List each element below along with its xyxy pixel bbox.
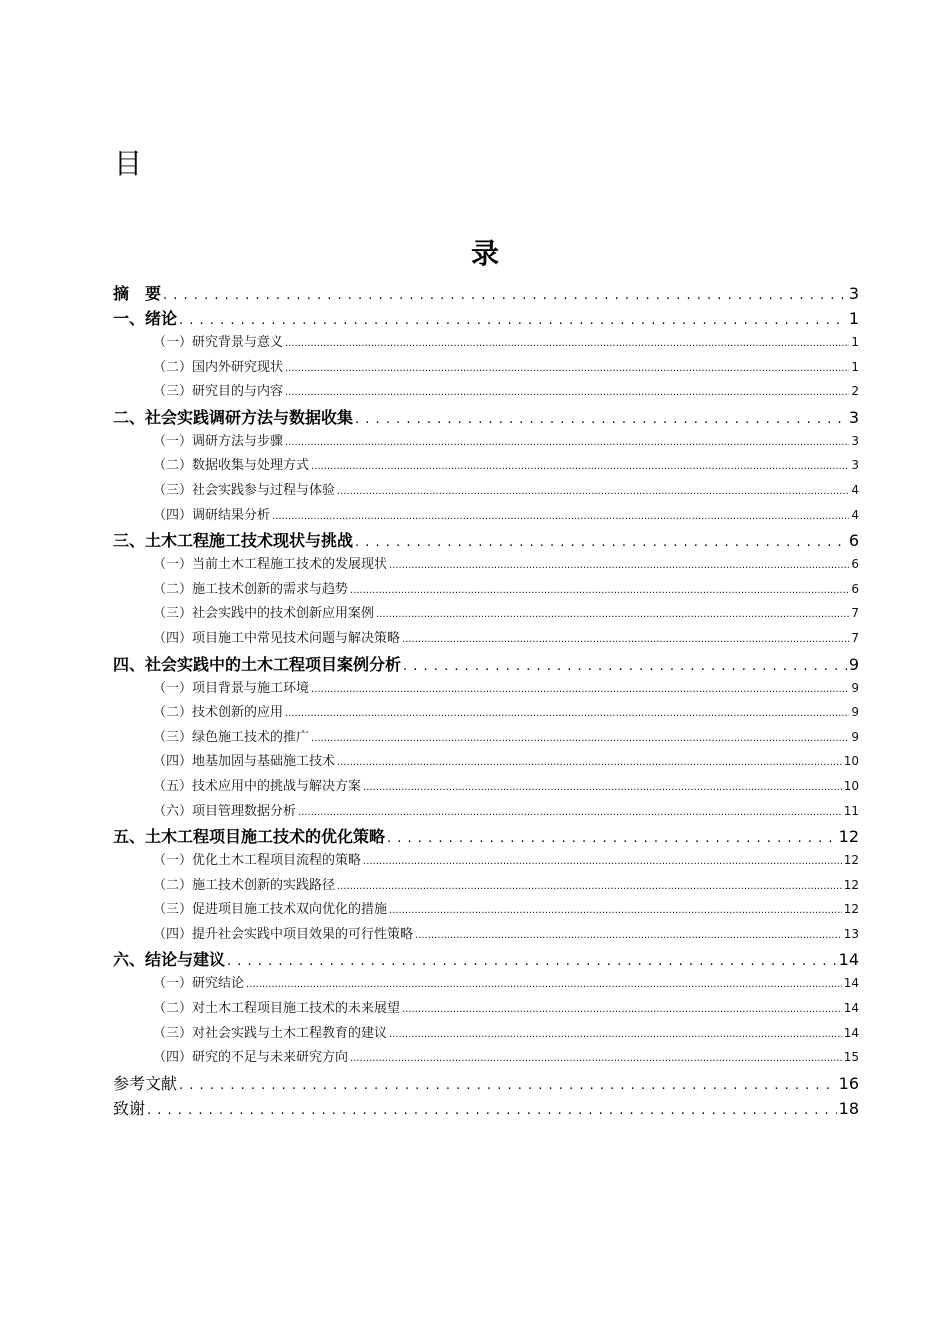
toc-section-entry[interactable] (113, 1046, 859, 1071)
toc-section-entry[interactable] (113, 898, 859, 923)
toc-section-entry[interactable] (113, 504, 859, 529)
toc-entry-label: （一）优化土木工程项目流程的策略 (153, 853, 362, 869)
toc-chapter-entry[interactable] (113, 1071, 859, 1096)
toc-section-entry[interactable] (113, 553, 859, 578)
toc-dot-leader (350, 582, 849, 597)
toc-section-entry[interactable] (113, 701, 859, 726)
toc-page-number: 3 (848, 284, 859, 303)
toc-section-entry[interactable] (113, 331, 859, 356)
toc-dot-leader (355, 408, 847, 427)
toc-page-number: 7 (851, 630, 859, 645)
toc-page-number: 14 (838, 950, 859, 970)
toc-dot-leader (387, 827, 837, 846)
toc-entry-label: （一）研究结论 (153, 976, 245, 992)
toc-entry-label: （二）数据收集与处理方式 (153, 458, 310, 474)
toc-dot-leader (337, 754, 842, 769)
toc-page-number: 13 (843, 926, 859, 941)
toc-heading-char-2: 录 (470, 237, 499, 270)
toc-page-number: 11 (843, 803, 859, 818)
toc-section-entry[interactable] (113, 479, 859, 504)
toc-dot-leader (298, 804, 842, 819)
toc-chapter-entry[interactable] (113, 652, 859, 677)
toc-dot-leader (389, 557, 849, 572)
toc-entry-label: 摘 要 (113, 284, 162, 303)
toc-section-entry[interactable] (113, 726, 859, 751)
toc-dot-leader (311, 458, 849, 473)
toc-entry-label: 五、土木工程项目施工技术的优化策略 (113, 827, 386, 847)
toc-dot-leader (415, 927, 842, 942)
toc-entry-label: （一）项目背景与施工环境 (153, 680, 310, 696)
toc-dot-leader (179, 309, 847, 328)
toc-section-entry[interactable] (113, 454, 859, 479)
toc-page-number: 14 (843, 976, 859, 991)
toc-entry-label: （四）提升社会实践中项目效果的可行性策略 (153, 926, 414, 942)
toc-page-number: 9 (851, 705, 859, 720)
toc-section-entry[interactable] (113, 1022, 859, 1047)
toc-section-entry[interactable] (113, 627, 859, 652)
toc-dot-leader (311, 681, 849, 696)
toc-entry-label: （二）施工技术创新的实践路径 (153, 877, 336, 893)
toc-page-number: 9 (848, 654, 859, 674)
toc-dot-leader (163, 284, 847, 303)
toc-page-number: 4 (851, 482, 859, 497)
toc-entry-label: （二）技术创新的应用 (153, 705, 284, 721)
toc-dot-leader (246, 976, 842, 991)
toc-entry-label: （三）促进项目施工技术双向优化的措施 (153, 902, 388, 918)
toc-section-entry[interactable] (113, 775, 859, 800)
toc-page-number: 3 (851, 458, 859, 473)
toc-dot-leader (311, 730, 849, 745)
toc-section-entry[interactable] (113, 356, 859, 381)
toc-page-number: 16 (838, 1073, 859, 1093)
toc-dot-leader (355, 531, 847, 550)
toc-page-number: 9 (851, 680, 859, 695)
toc-section-entry[interactable] (113, 677, 859, 702)
toc-entry-label: （四）项目施工中常见技术问题与解决策略 (153, 630, 401, 646)
toc-page-number: 18 (838, 1098, 859, 1118)
toc-entry-label: （三）研究目的与内容 (153, 384, 284, 400)
toc-dot-leader (363, 853, 842, 868)
toc-entry-label: （三）对社会实践与土木工程教育的建议 (153, 1025, 388, 1041)
toc-chapter-entry[interactable] (113, 306, 859, 331)
toc-chapter-entry[interactable] (113, 947, 859, 972)
toc-entry-label: 二、社会实践调研方法与数据收集 (113, 407, 354, 427)
toc-dot-leader (363, 779, 842, 794)
toc-entry-label: 三、土木工程施工技术现状与挑战 (113, 531, 354, 551)
toc-entry-label: （二）施工技术创新的需求与趋势 (153, 581, 349, 597)
toc-entry-label: （四）调研结果分析 (153, 507, 271, 523)
toc-section-entry[interactable] (113, 578, 859, 603)
toc-page-number: 6 (851, 581, 859, 596)
toc-dot-leader (285, 705, 849, 720)
toc-entry-label: （三）社会实践参与过程与体验 (153, 482, 336, 498)
toc-dot-leader (285, 335, 849, 350)
toc-chapter-entry[interactable] (113, 281, 859, 306)
toc-dot-leader (389, 1026, 842, 1041)
toc-dot-leader (227, 950, 837, 969)
toc-entry-label: （二）对土木工程项目施工技术的未来展望 (153, 1001, 401, 1017)
toc-dot-leader (285, 360, 849, 375)
toc-dot-leader (179, 1074, 837, 1093)
toc-page-number: 3 (851, 433, 859, 448)
toc-chapter-entry[interactable] (113, 528, 859, 553)
toc-dot-leader (376, 606, 849, 621)
toc-entry-label: （五）技术应用中的挑战与解决方案 (153, 778, 362, 794)
toc-page-number: 12 (843, 853, 859, 868)
toc-entry-label: 一、绪论 (113, 309, 178, 328)
table-of-contents (113, 281, 859, 1121)
toc-section-entry[interactable] (113, 849, 859, 874)
toc-page-number: 9 (851, 729, 859, 744)
toc-dot-leader (402, 1001, 842, 1016)
toc-page-number: 15 (843, 1050, 859, 1065)
toc-page-number: 1 (851, 335, 859, 349)
toc-heading-char-1: 目 (114, 147, 143, 180)
toc-section-entry[interactable] (113, 380, 859, 405)
toc-entry-label: （二）国内外研究现状 (153, 359, 284, 375)
toc-dot-leader (337, 878, 842, 893)
toc-page-number: 3 (848, 407, 859, 427)
toc-page-number: 12 (843, 877, 859, 892)
toc-dot-leader (285, 434, 849, 449)
toc-entry-label: （四）地基加固与基础施工技术 (153, 754, 336, 770)
toc-entry-label: （四）研究的不足与未来研究方向 (153, 1050, 349, 1066)
toc-dot-leader (402, 631, 849, 646)
toc-chapter-entry[interactable] (113, 405, 859, 430)
toc-page-number: 7 (851, 606, 859, 621)
toc-chapter-entry[interactable] (113, 824, 859, 849)
toc-page-number: 2 (851, 384, 859, 399)
toc-page-number: 4 (851, 507, 859, 522)
toc-entry-label: （三）社会实践中的技术创新应用案例 (153, 606, 375, 622)
toc-page-number: 6 (848, 531, 859, 551)
toc-page-number: 12 (843, 902, 859, 917)
toc-dot-leader (403, 655, 847, 674)
toc-dot-leader (350, 1050, 842, 1065)
toc-section-entry[interactable] (113, 874, 859, 899)
toc-dot-leader (337, 483, 849, 498)
toc-entry-label: （一）研究背景与意义 (153, 335, 284, 350)
toc-entry-label: 四、社会实践中的土木工程项目案例分析 (113, 654, 402, 674)
toc-page-number: 14 (843, 1001, 859, 1016)
toc-page-number: 12 (838, 827, 859, 847)
toc-page-number: 6 (851, 557, 859, 572)
toc-entry-label: 六、结论与建议 (113, 950, 226, 970)
toc-page-number: 1 (851, 359, 859, 374)
toc-entry-label: （一）当前土木工程施工技术的发展现状 (153, 557, 388, 573)
toc-section-entry[interactable] (113, 430, 859, 455)
toc-section-entry[interactable] (113, 972, 859, 997)
toc-dot-leader (272, 508, 849, 523)
toc-dot-leader (389, 902, 842, 917)
toc-page-number: 1 (848, 309, 859, 328)
toc-entry-label: （一）调研方法与步骤 (153, 433, 284, 449)
toc-entry-label: 致谢 (113, 1098, 146, 1118)
toc-dot-leader (285, 384, 849, 399)
toc-page-number: 10 (843, 754, 859, 769)
toc-entry-label: 参考文献 (113, 1073, 178, 1093)
toc-section-entry[interactable] (113, 800, 859, 825)
toc-section-entry[interactable] (113, 923, 859, 948)
toc-chapter-entry[interactable] (113, 1096, 859, 1121)
toc-entry-label: （六）项目管理数据分析 (153, 803, 297, 819)
toc-page-number: 10 (843, 778, 859, 793)
toc-section-entry[interactable] (113, 997, 859, 1022)
toc-entry-label: （三）绿色施工技术的推广 (153, 729, 310, 745)
toc-dot-leader (147, 1099, 837, 1118)
toc-section-entry[interactable] (113, 750, 859, 775)
toc-section-entry[interactable] (113, 602, 859, 627)
toc-page-number: 14 (843, 1025, 859, 1040)
